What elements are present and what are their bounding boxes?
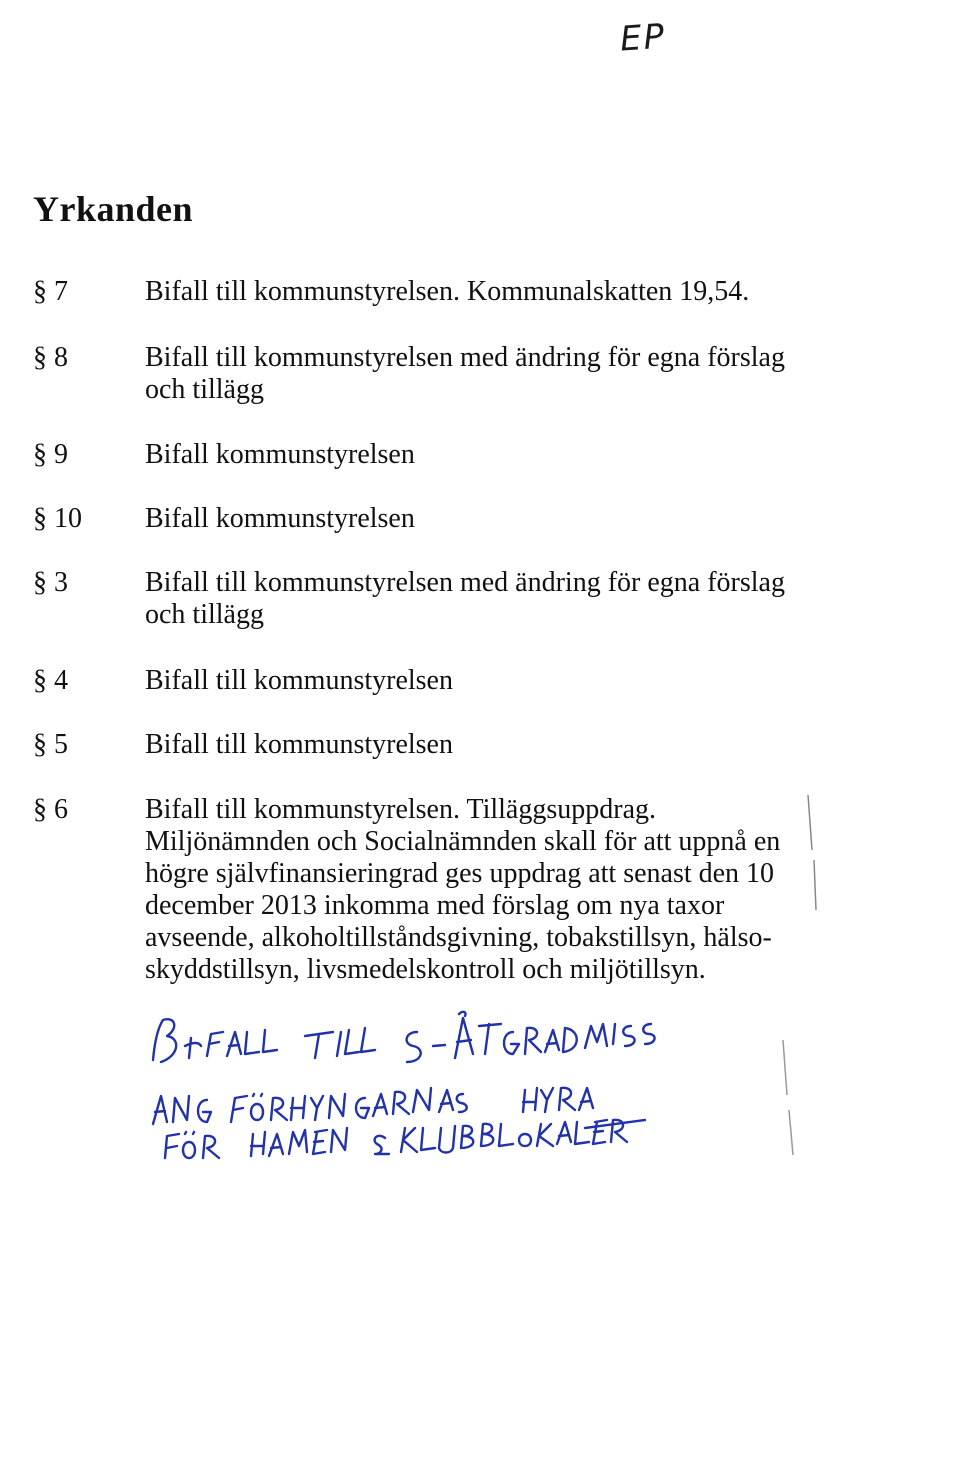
- section-number: § 6: [33, 794, 68, 825]
- motion-text: Bifall till kommunstyrelsen: [145, 729, 453, 760]
- motion-text: Bifall till kommunstyrelsen: [145, 665, 453, 696]
- motion-text: Bifall kommunstyrelsen: [145, 439, 415, 470]
- page-title: Yrkanden: [33, 189, 194, 229]
- section-number: § 3: [33, 567, 68, 598]
- motion-text: Bifall kommunstyrelsen: [145, 503, 415, 534]
- section-number: § 4: [33, 665, 68, 696]
- section-number: § 10: [33, 503, 82, 534]
- section-number: § 5: [33, 729, 68, 760]
- section-number: § 8: [33, 342, 68, 373]
- margin-mark: [775, 1035, 805, 1165]
- handwritten-note: [145, 1008, 785, 1178]
- section-number: § 7: [33, 276, 68, 307]
- motion-text: Bifall till kommunstyrelsen med ändring för egna förslag och tillägg: [145, 567, 785, 630]
- motion-text: Bifall till kommunstyrelsen. Kommunalskatten 19,54.: [145, 276, 750, 307]
- section-number: § 9: [33, 439, 68, 470]
- corner-initials: EP: [618, 16, 668, 60]
- handwritten-note-drawing: [145, 1008, 785, 1178]
- motion-text: Bifall till kommunstyrelsen med ändring för egna förslag och tillägg: [145, 342, 785, 405]
- margin-mark: [800, 790, 830, 920]
- motion-text: Bifall till kommunstyrelsen. Tilläggsuppdrag. Miljönämnden och Socialnämnden skall för att uppnå en högre självfinansieringrad ges uppdrag att senast den 10 december 2013 inkomma med förslag om nya taxor avseende, alkoholtillståndsgivning, tobakstillsyn, hälso- skyddstillsyn, livsmedelskontroll och miljötillsyn.: [145, 794, 781, 985]
